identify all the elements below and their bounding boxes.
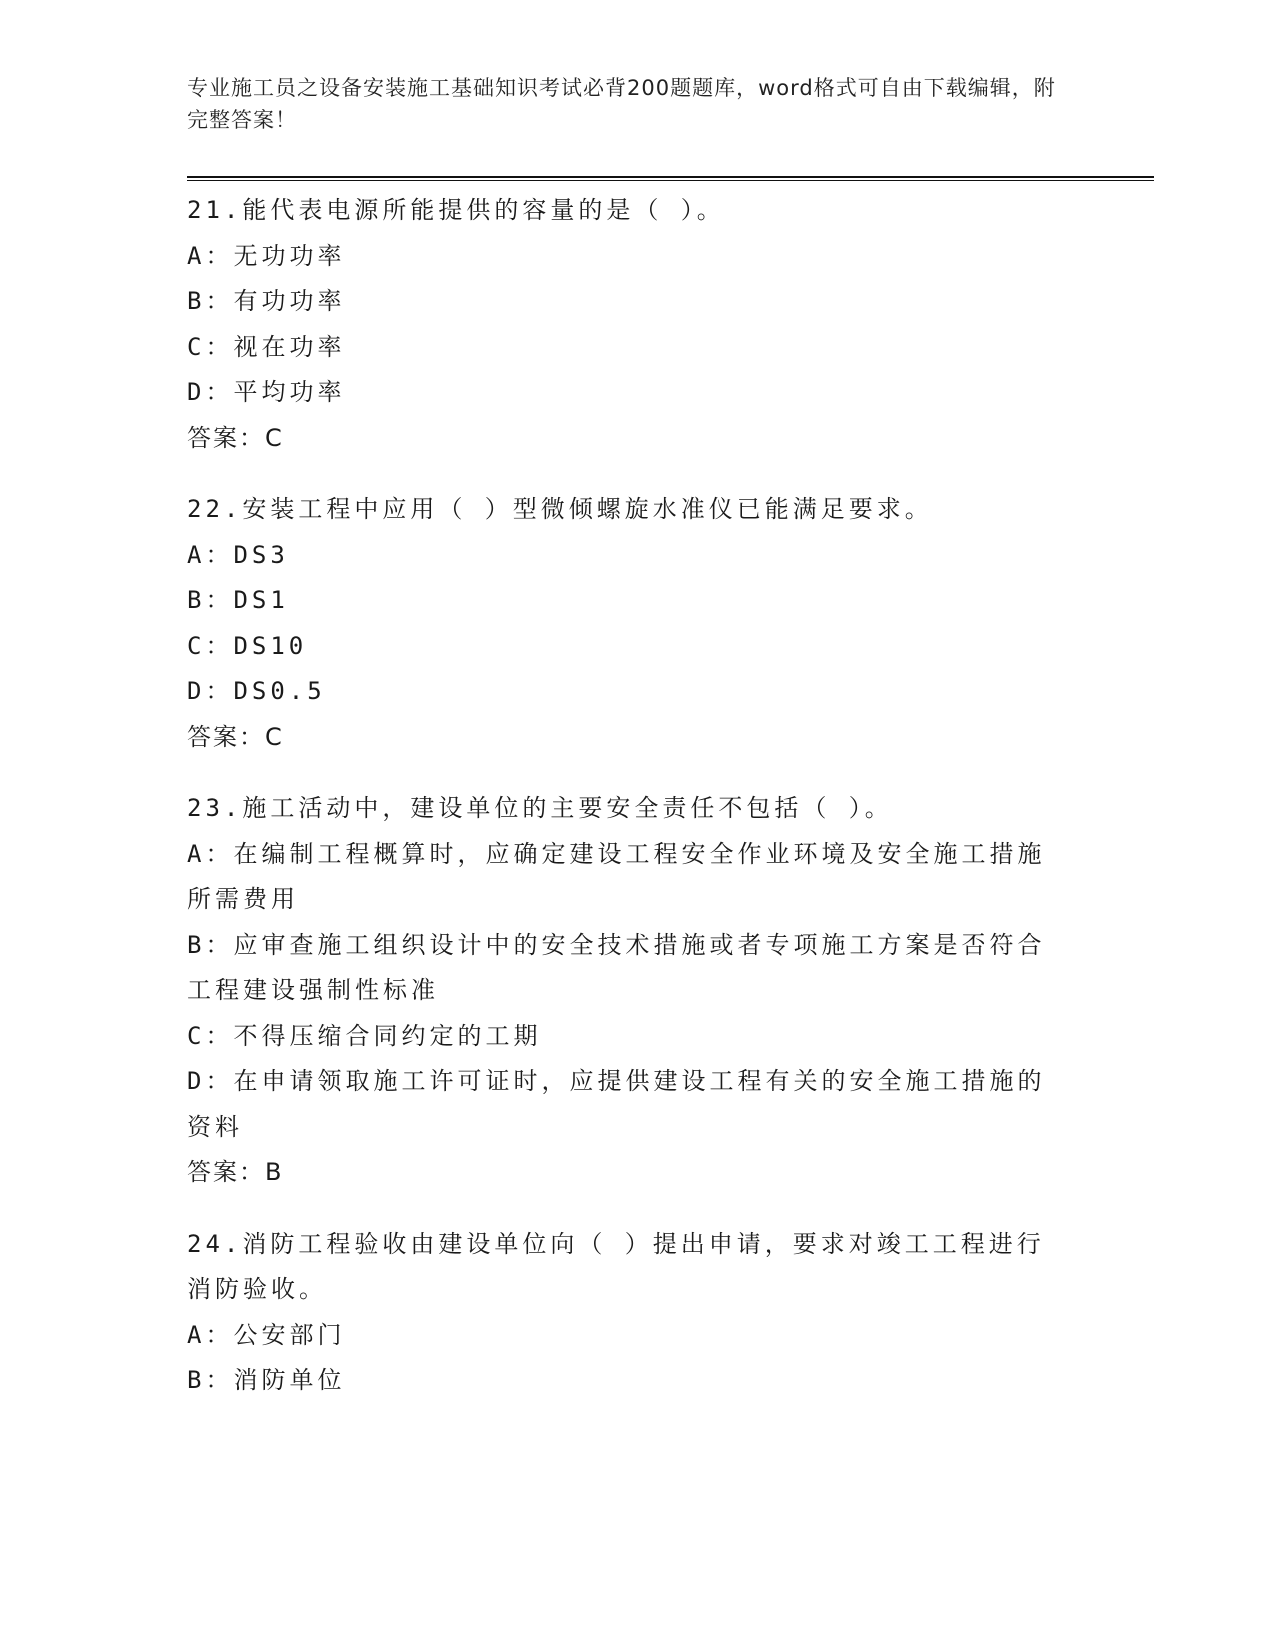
question-24 bbox=[187, 1222, 1067, 1404]
question-stem: 24.消防工程验收由建设单位向（ ）提出申请，要求对竣工工程进行消防验收。 bbox=[187, 1229, 1045, 1303]
answer-label: 答案：C bbox=[187, 423, 284, 452]
option-a: A：DS3 bbox=[187, 540, 289, 569]
question-22 bbox=[187, 487, 1067, 760]
answer-label: 答案：C bbox=[187, 722, 284, 751]
question-23 bbox=[187, 786, 1067, 1196]
question-stem: 21.能代表电源所能提供的容量的是（ ）。 bbox=[187, 196, 725, 224]
question-stem: 22.安装工程中应用（ ）型微倾螺旋水准仪已能满足要求。 bbox=[187, 495, 933, 523]
option-c: C：不得压缩合同约定的工期 bbox=[187, 1021, 542, 1050]
option-d: D：DS0.5 bbox=[187, 677, 326, 705]
question-stem: 23.施工活动中，建设单位的主要安全责任不包括（ ）。 bbox=[187, 794, 893, 822]
option-a: A：无功功率 bbox=[187, 241, 346, 270]
option-c: C：DS10 bbox=[187, 631, 308, 660]
question-list bbox=[187, 188, 1067, 1430]
option-c: C：视在功率 bbox=[187, 332, 346, 361]
option-b: B：应审查施工组织设计中的安全技术措施或者专项施工方案是否符合工程建设强制性标准 bbox=[187, 930, 1046, 1004]
option-a: A：公安部门 bbox=[187, 1320, 346, 1349]
option-b: B：有功功率 bbox=[187, 287, 346, 315]
option-a: A：在编制工程概算时，应确定建设工程安全作业环境及安全施工措施所需费用 bbox=[187, 839, 1046, 913]
document-header: 专业施工员之设备安装施工基础知识考试必背200题题库，word格式可自由下载编辑，附完整答案！ bbox=[187, 76, 1056, 132]
header-divider bbox=[187, 176, 1154, 181]
question-21 bbox=[187, 188, 1067, 461]
option-b: B：消防单位 bbox=[187, 1366, 346, 1394]
option-b: B：DS1 bbox=[187, 586, 289, 614]
option-d: D：在申请领取施工许可证时，应提供建设工程有关的安全施工措施的资料 bbox=[187, 1067, 1046, 1141]
answer-label: 答案：B bbox=[187, 1158, 284, 1186]
option-d: D：平均功率 bbox=[187, 378, 346, 406]
